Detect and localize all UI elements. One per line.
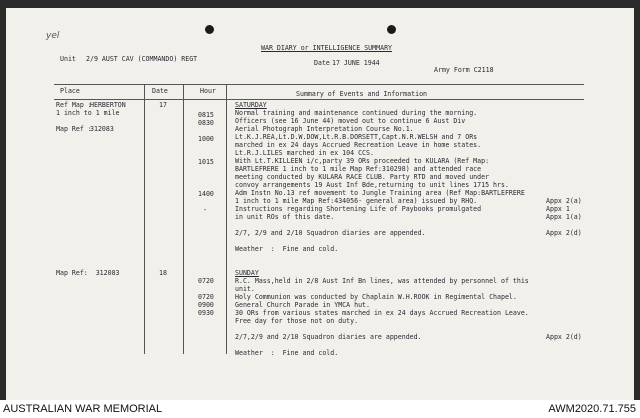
footer-institution: AUSTRALIAN WAR MEMORIAL xyxy=(3,403,163,415)
hour-cell: 0830 xyxy=(198,119,214,127)
entry-line: Lt.K.J.REA,Lt.D.W.DOW,Lt.R.B.DORSETT,Capt.N.R.WELSH and 7 ORs xyxy=(235,133,478,141)
appendix-ref: Appx 2(d) xyxy=(546,229,582,237)
day-heading: SUNDAY xyxy=(235,269,259,277)
entry-line: With Lt.T.KILLEEN i/c,party 39 ORs proceeded to KULARA (Ref Map: xyxy=(235,157,490,165)
punch-hole xyxy=(387,25,396,34)
entry-line: Officers (see 16 June 44) moved out to continue 6 Aust Div xyxy=(235,117,466,125)
army-form-label: Army Form C2118 xyxy=(434,66,494,74)
col-place: Place xyxy=(60,87,80,95)
hour-cell: 1400 xyxy=(198,190,214,198)
entry-line: BARTLEFRERE 1 inch to 1 mile Map Ref:310298) and attended race xyxy=(235,165,482,173)
entry-line: Free day for those not on duty. xyxy=(235,317,359,325)
date-value: 17 JUNE 1944 xyxy=(332,59,380,67)
col-summary: Summary of Events and Information xyxy=(296,90,428,98)
entry-line: Normal training and maintenance continued during the morning. xyxy=(235,109,478,117)
col-divider xyxy=(226,84,227,354)
day-heading: SATURDAY xyxy=(235,101,267,109)
weather-line: Weather : Fine and cold. xyxy=(235,245,339,253)
archive-footer xyxy=(0,400,640,418)
map-scale: 1 inch to 1 mile xyxy=(56,109,120,117)
hour-cell: 0815 xyxy=(198,111,214,119)
ref-map-label: Ref Map : xyxy=(56,101,92,109)
map-ref-value: 312083 xyxy=(90,125,114,133)
ref-map-name: HERBERTON xyxy=(90,101,126,109)
header-rule xyxy=(54,99,584,100)
hour-cell: 1000 xyxy=(198,135,214,143)
entry-line: convoy arrangements 19 Aust Inf Bde,returning to unit lines 1715 hrs. xyxy=(235,181,509,189)
table-top-rule xyxy=(54,84,584,85)
entry-line: in unit ROs of this date. xyxy=(235,213,335,221)
appendix-ref: Appx 2(d) xyxy=(546,333,582,341)
col-date: Date xyxy=(152,87,168,95)
date-cell: 18 xyxy=(159,269,167,277)
map-ref-sunday: Map Ref: 312083 xyxy=(56,269,120,277)
entry-line: marched in ex 24 days Accrued Recreation Leave in home states. xyxy=(235,141,482,149)
entry-line: 1 inch to 1 mile Map Ref:434056- general area) issued by RHQ. xyxy=(235,197,478,205)
hour-cell: - xyxy=(203,206,207,214)
col-divider xyxy=(144,84,145,354)
hour-cell: 0900 xyxy=(198,301,214,309)
appendix-ref: Appx 1 xyxy=(546,205,570,213)
entry-line: meeting conducted by KULARA RACE CLUB. Party RTD and moved under xyxy=(235,173,490,181)
col-hour: Hour xyxy=(200,87,216,95)
unit-value: 2/9 AUST CAV (COMMANDO) REGT xyxy=(86,55,198,63)
handwritten-mark: yel xyxy=(46,31,60,41)
hour-cell: 0720 xyxy=(198,293,214,301)
hour-cell: 1015 xyxy=(198,158,214,166)
date-label: Date xyxy=(314,59,330,67)
col-divider xyxy=(183,84,184,354)
entry-line: General Church Parade in YMCA hut. xyxy=(235,301,370,309)
entry-line: Aerial Photograph Interpretation Course No.1. xyxy=(235,125,414,133)
unit-label: Unit xyxy=(60,55,76,63)
entry-line: 2/7,2/9 and 2/10 Squadron diaries are appended. xyxy=(235,333,422,341)
entry-line: 2/7, 2/9 and 2/10 Squadron diaries are appended. xyxy=(235,229,426,237)
footer-accession: AWM2020.71.755 xyxy=(548,403,636,415)
hour-cell: 0930 xyxy=(198,309,214,317)
hour-cell: 0720 xyxy=(198,277,214,285)
diary-sheet xyxy=(6,8,634,400)
map-ref-label: Map Ref : xyxy=(56,125,92,133)
punch-hole xyxy=(205,25,214,34)
entry-line: Instructions regarding Shortening Life of Paybooks promulgated xyxy=(235,205,482,213)
entry-line: Adm Instn No.13 ref movement to Jungle Training area (Ref Map:BARTLEFRERE xyxy=(235,189,525,197)
entry-line: Lt.R.J.LILES marched in ex 104 CCS. xyxy=(235,149,374,157)
weather-line: Weather : Fine and cold. xyxy=(235,349,339,357)
appendix-ref: Appx 2(a) xyxy=(546,197,582,205)
page-title: WAR DIARY or INTELLIGENCE SUMMARY xyxy=(261,44,393,52)
entry-line: 30 ORs from various states marched in ex 24 days Accrued Recreation Leave. xyxy=(235,309,529,317)
entry-line: R.C. Mass,held in 2/8 Aust Inf Bn lines, was attended by personnel of this xyxy=(235,277,529,285)
entry-line: Holy Communion was conducted by Chaplain W.H.ROOK in Regimental Chapel. xyxy=(235,293,517,301)
date-cell: 17 xyxy=(159,101,167,109)
appendix-ref: Appx 1(a) xyxy=(546,213,582,221)
entry-line: unit. xyxy=(235,285,255,293)
